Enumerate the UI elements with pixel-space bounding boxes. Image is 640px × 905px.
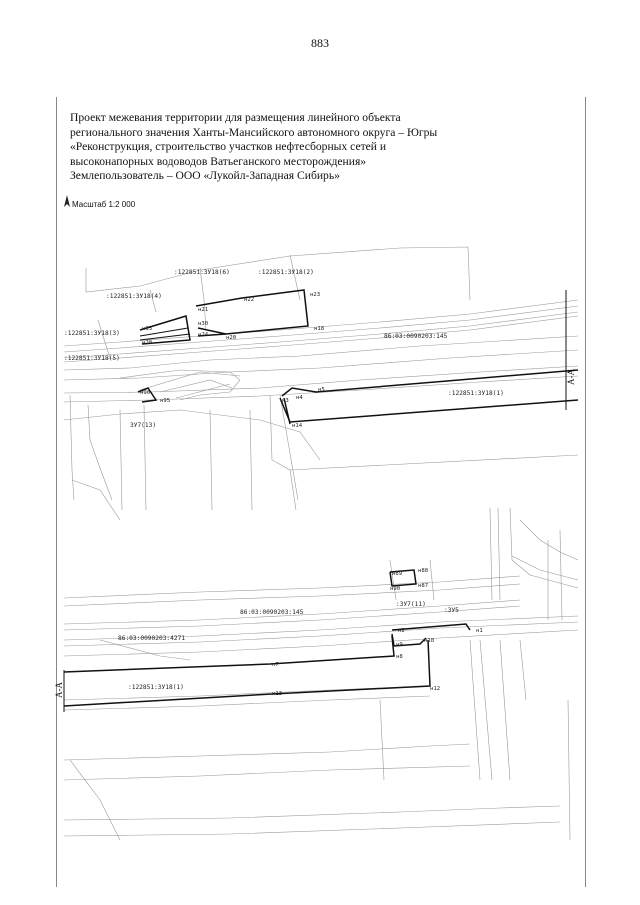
parcel-zu5: :ЗУ5 xyxy=(444,607,459,614)
scale-label: Масштаб 1:2 000 xyxy=(72,200,136,209)
heading-line-1: Проект межевания территории для размещения линейного объекта xyxy=(70,111,401,124)
parcel-zu18-2: :122851:ЗУ18(2) xyxy=(258,269,314,276)
parcel-zu18-4: :122851:ЗУ18(4) xyxy=(106,293,162,300)
point-n28: н28 xyxy=(142,340,153,346)
point-n4: н4 xyxy=(296,395,303,401)
point-n3: н3 xyxy=(282,398,289,404)
parcel-zu18-5: :122851:ЗУ18(5) xyxy=(64,355,120,362)
point-n13: н13 xyxy=(272,691,283,697)
top-map xyxy=(64,247,578,520)
point-n12: н12 xyxy=(430,686,441,692)
point-n10: н10 xyxy=(424,638,435,644)
parcel-zu7-11: :ЗУ7(11) xyxy=(396,601,426,608)
point-n5: н5 xyxy=(318,387,325,393)
point-n9: н9 xyxy=(396,642,403,648)
section-mark-bottom: А-А xyxy=(54,682,64,698)
point-n7: н7 xyxy=(272,662,279,668)
point-n2: н2 xyxy=(398,628,405,634)
point-n24: н24 xyxy=(198,332,209,338)
parcel-zu18-6: :122851:ЗУ18(6) xyxy=(174,269,230,276)
point-n33: н33 xyxy=(142,326,153,332)
parcel-zu18-1-top: :122851:ЗУ18(1) xyxy=(448,390,504,397)
point-n21: н21 xyxy=(198,307,209,313)
parcel-zu18-3: :122851:ЗУ18(3) xyxy=(64,330,120,337)
heading-line-3: «Реконструкция, строительство участков нефтесборных сетей и xyxy=(70,140,387,154)
point-n90-top: н90 xyxy=(140,390,151,396)
cadastral-145-bottom: 86:03:0090203:145 xyxy=(240,609,304,616)
heading-line-5: Землепользователь – ООО «Лукойл-Западная Сибирь» xyxy=(70,169,340,183)
page-number: 883 xyxy=(311,36,329,50)
heading-line-2: регионального значения Ханты-Мансийского автономного округа – Югры xyxy=(70,125,438,139)
point-n95: н95 xyxy=(160,398,171,404)
point-n14: н14 xyxy=(292,423,303,429)
point-n30: н30 xyxy=(198,321,209,327)
cadastral-145-top: 86:03:0090203:145 xyxy=(384,333,448,340)
point-n18: н18 xyxy=(314,326,325,332)
cadastral-4271: 86:03:0090203:4271 xyxy=(118,635,186,642)
point-n1: н1 xyxy=(476,628,483,634)
point-n8: н8 xyxy=(396,654,403,660)
point-n20: н20 xyxy=(226,335,237,341)
parcel-zu18-1-bottom: :122851:ЗУ18(1) xyxy=(128,684,184,691)
point-n89: н89 xyxy=(392,571,403,577)
point-n88: н88 xyxy=(418,568,429,574)
point-n23: н23 xyxy=(310,292,321,298)
point-n22: н22 xyxy=(244,297,255,303)
bottom-map xyxy=(64,508,578,840)
point-n87: н87 xyxy=(418,583,429,589)
point-n90-bottom: н90 xyxy=(390,586,401,592)
heading-line-4: высоконапорных водоводов Ватьеганского месторождения» xyxy=(70,154,367,168)
parcel-zu7-13: ЗУ7(13) xyxy=(130,422,157,429)
section-mark-top: А-А xyxy=(566,369,576,385)
